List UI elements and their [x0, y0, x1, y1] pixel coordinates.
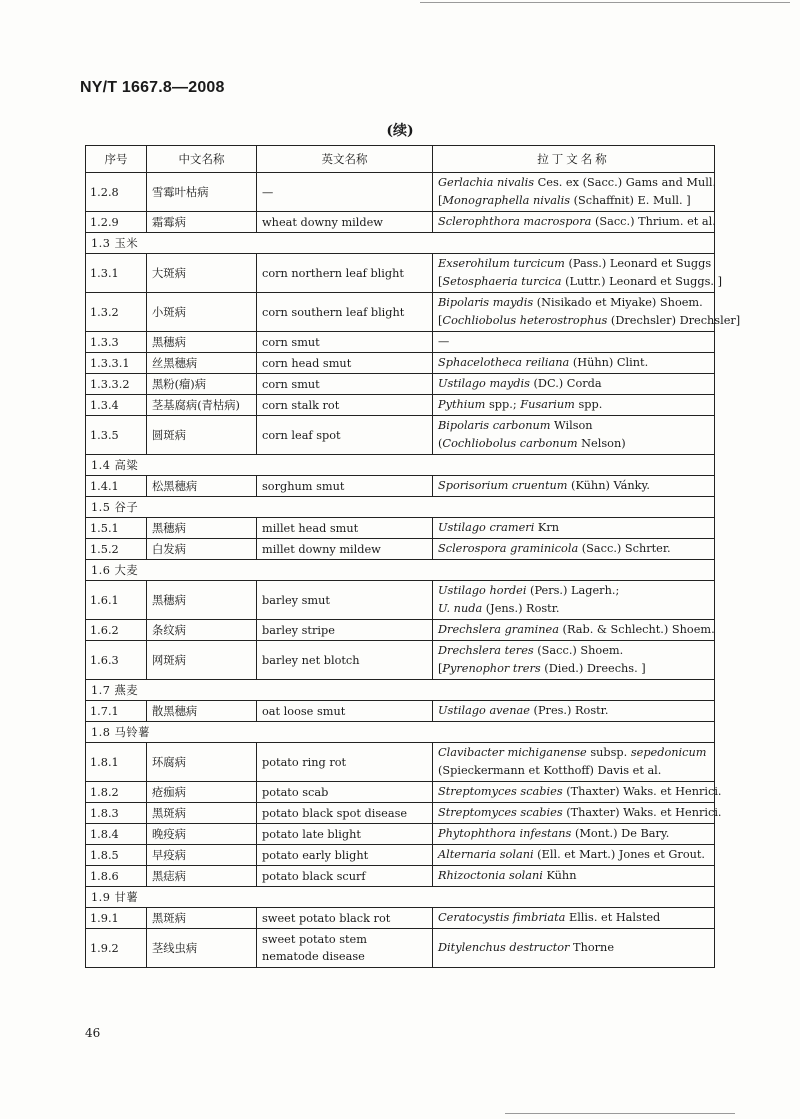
- chinese-name-cell: 晚疫病: [147, 824, 257, 845]
- authority-text: (Nisikado et Miyake) Shoem.: [533, 296, 703, 309]
- latin-name-line: [438, 621, 715, 639]
- scientific-name: Alternaria solani: [438, 848, 534, 861]
- table-row: [86, 824, 715, 845]
- scientific-name: Monographella nivalis: [442, 194, 571, 207]
- table-row: [86, 173, 715, 212]
- table-row: [86, 254, 715, 293]
- english-name-cell: corn northern leaf blight: [257, 254, 433, 293]
- authority-text: subsp.: [586, 746, 631, 759]
- latin-name-cell: [433, 395, 715, 416]
- latin-name-line: [438, 375, 709, 393]
- disease-table: [85, 145, 741, 968]
- serial-cell: 1.8.3: [86, 803, 147, 824]
- table-row: [86, 539, 715, 560]
- latin-name-cell: [433, 581, 715, 620]
- chinese-name-cell: 散黑穗病: [147, 701, 257, 722]
- scientific-name: Bipolaris carbonum: [438, 419, 551, 432]
- latin-name-cell: [433, 416, 715, 455]
- serial-cell: 1.3.4: [86, 395, 147, 416]
- authority-text: Nelson): [577, 437, 626, 450]
- authority-text: Wilson: [550, 419, 593, 432]
- scientific-name: Streptomyces scabies: [438, 785, 563, 798]
- english-name-cell: barley stripe: [257, 620, 433, 641]
- latin-name-line: [438, 825, 709, 843]
- authority-text: (Sacc.) Schrter.: [578, 542, 671, 555]
- latin-name-cell: [433, 866, 715, 887]
- scientific-name: Sclerophthora macrospora: [438, 215, 592, 228]
- table-row: [86, 782, 715, 803]
- section-label: 1.9 甘薯: [86, 887, 715, 908]
- serial-cell: 1.3.1: [86, 254, 147, 293]
- english-name-cell: potato late blight: [257, 824, 433, 845]
- section-label: 1.6 大麦: [86, 560, 715, 581]
- table-row: [86, 332, 715, 353]
- latin-name-line: [438, 762, 709, 780]
- authority-text: (Ell. et Mart.) Jones et Grout.: [533, 848, 706, 861]
- authority-text: (DC.) Corda: [529, 377, 602, 390]
- table-row: [86, 353, 715, 374]
- latin-name-cell: [433, 845, 715, 866]
- latin-name-line: [438, 519, 709, 537]
- table-body: [86, 173, 741, 968]
- table-row: [86, 701, 715, 722]
- scientific-name: Ditylenchus destructor: [438, 941, 570, 954]
- latin-name-cell: [433, 476, 715, 497]
- authority-text: spp.: [574, 398, 603, 411]
- serial-cell: 1.2.9: [86, 212, 147, 233]
- scientific-name: Bipolaris maydis: [438, 296, 534, 309]
- latin-name-cell: [433, 620, 715, 641]
- scan-artifact-bottom: [505, 1113, 735, 1114]
- english-name-cell: potato scab: [257, 782, 433, 803]
- authority-text: Krn: [534, 521, 560, 534]
- authority-text: (Schaffnit) E. Mull. ]: [570, 194, 691, 207]
- chinese-name-cell: 大斑病: [147, 254, 257, 293]
- latin-name-line: [438, 396, 709, 414]
- chinese-name-cell: 黑斑病: [147, 803, 257, 824]
- serial-cell: 1.3.2: [86, 293, 147, 332]
- authority-text: (Spieckermann et Kotthoff) Davis et al.: [438, 764, 662, 777]
- chinese-name-cell: 黑穗病: [147, 581, 257, 620]
- table-row: [86, 581, 715, 620]
- authority-text: (Thaxter) Waks. et Henrici.: [562, 785, 722, 798]
- scientific-name: Drechslera graminea: [438, 623, 559, 636]
- latin-name-line: [438, 846, 709, 864]
- serial-cell: 1.6.3: [86, 641, 147, 680]
- latin-name-line: [438, 174, 717, 192]
- english-name-cell: corn leaf spot: [257, 416, 433, 455]
- authority-text: [: [438, 314, 443, 327]
- latin-name-cell: [433, 782, 722, 803]
- latin-name-line: [438, 939, 709, 957]
- authority-text: Thorne: [569, 941, 615, 954]
- table-row: [86, 845, 715, 866]
- serial-cell: 1.8.2: [86, 782, 147, 803]
- serial-cell: 1.8.5: [86, 845, 147, 866]
- table-row: [86, 293, 715, 332]
- scientific-name: Ustilago crameri: [438, 521, 535, 534]
- authority-text: (Rab. & Schlecht.) Shoem.: [558, 623, 715, 636]
- latin-name-cell: [433, 332, 715, 353]
- section-row: [86, 680, 715, 701]
- header-latin-name: 拉丁文名称: [433, 146, 715, 173]
- latin-name-line: [438, 600, 709, 618]
- latin-name-cell: [433, 908, 715, 929]
- latin-name-cell: [433, 212, 715, 233]
- authority-text: (Hühn) Clint.: [569, 356, 649, 369]
- scientific-name: sepedonicum: [630, 746, 707, 759]
- chinese-name-cell: 黑穗病: [147, 518, 257, 539]
- table-row: [86, 641, 715, 680]
- latin-name-line: [438, 909, 709, 927]
- english-name-cell: sweet potato stem nematode disease: [257, 929, 433, 968]
- table-row: [86, 743, 715, 782]
- authority-text: (Luttr.) Leonard et Suggs. ]: [561, 275, 722, 288]
- latin-name-line: [438, 642, 709, 660]
- authority-text: (Sacc.) Shoem.: [533, 644, 624, 657]
- chinese-name-cell: 茎基腐病(青枯病): [147, 395, 257, 416]
- section-row: [86, 722, 715, 743]
- section-label: 1.3 玉米: [86, 233, 715, 254]
- latin-name-cell: [433, 293, 741, 332]
- table-row: [86, 929, 715, 968]
- scientific-name: U. nuda: [438, 602, 483, 615]
- serial-cell: 1.3.3.2: [86, 374, 147, 395]
- authority-text: (Sacc.) Thrium. et al.: [591, 215, 716, 228]
- table-row: [86, 212, 715, 233]
- scientific-name: Sclerospora graminicola: [438, 542, 579, 555]
- serial-cell: 1.9.2: [86, 929, 147, 968]
- section-row: [86, 560, 715, 581]
- english-name-cell: millet head smut: [257, 518, 433, 539]
- serial-cell: 1.5.2: [86, 539, 147, 560]
- english-name-cell: —: [257, 173, 433, 212]
- header-serial: 序号: [86, 146, 147, 173]
- english-name-cell: corn stalk rot: [257, 395, 433, 416]
- serial-cell: 1.8.4: [86, 824, 147, 845]
- chinese-name-cell: 松黑穗病: [147, 476, 257, 497]
- table-row: [86, 374, 715, 395]
- latin-name-line: [438, 417, 709, 435]
- authority-text: Ellis. et Halsted: [565, 911, 661, 924]
- scientific-name: Fusarium: [520, 398, 575, 411]
- section-label: 1.7 燕麦: [86, 680, 715, 701]
- section-row: [86, 887, 715, 908]
- header-chinese-name: 中文名称: [147, 146, 257, 173]
- english-name-cell: oat loose smut: [257, 701, 433, 722]
- scientific-name: Ceratocystis fimbriata: [438, 911, 566, 924]
- chinese-name-cell: 雪霉叶枯病: [147, 173, 257, 212]
- scientific-name: Cochliobolus carbonum: [442, 437, 578, 450]
- latin-name-cell: [433, 701, 715, 722]
- authority-text: (Mont.) De Bary.: [571, 827, 670, 840]
- latin-name-line: [438, 660, 709, 678]
- latin-name-line: [438, 354, 709, 372]
- scientific-name: Phytophthora infestans: [438, 827, 572, 840]
- chinese-name-cell: 网斑病: [147, 641, 257, 680]
- authority-text: (Pres.) Rostr.: [529, 704, 609, 717]
- latin-name-line: [438, 804, 722, 822]
- english-name-cell: sweet potato black rot: [257, 908, 433, 929]
- chinese-name-cell: 霜霉病: [147, 212, 257, 233]
- table-continued-label: (续): [386, 123, 414, 139]
- section-row: [86, 455, 715, 476]
- english-name-cell: potato ring rot: [257, 743, 433, 782]
- latin-name-cell: [433, 518, 715, 539]
- latin-name-line: [438, 435, 709, 453]
- serial-cell: 1.2.8: [86, 173, 147, 212]
- serial-cell: 1.5.1: [86, 518, 147, 539]
- scan-artifact-top: [420, 2, 790, 3]
- table-row: [86, 476, 715, 497]
- english-name-cell: millet downy mildew: [257, 539, 433, 560]
- latin-name-line: [438, 192, 709, 210]
- page-number: 46: [85, 1026, 101, 1040]
- latin-name-cell: [433, 743, 715, 782]
- english-name-cell: barley net blotch: [257, 641, 433, 680]
- scientific-name: Exserohilum turcicum: [438, 257, 565, 270]
- scientific-name: Pyrenophor trers: [442, 662, 541, 675]
- latin-name-line: [438, 867, 709, 885]
- latin-name-line: [438, 294, 709, 312]
- scientific-name: Streptomyces scabies: [438, 806, 563, 819]
- english-name-cell: potato black spot disease: [257, 803, 433, 824]
- latin-name-cell: [433, 374, 715, 395]
- serial-cell: 1.9.1: [86, 908, 147, 929]
- english-name-cell: corn southern leaf blight: [257, 293, 433, 332]
- chinese-name-cell: 黑穗病: [147, 332, 257, 353]
- english-name-cell: corn head smut: [257, 353, 433, 374]
- serial-cell: 1.8.6: [86, 866, 147, 887]
- scientific-name: Cochliobolus heterostrophus: [442, 314, 608, 327]
- latin-name-cell: [433, 173, 715, 212]
- table-row: [86, 866, 715, 887]
- section-row: [86, 497, 715, 518]
- serial-cell: 1.3.3: [86, 332, 147, 353]
- serial-cell: 1.7.1: [86, 701, 147, 722]
- serial-cell: 1.6.1: [86, 581, 147, 620]
- authority-text: [: [438, 275, 443, 288]
- section-label: 1.4 高粱: [86, 455, 715, 476]
- chinese-name-cell: 疮痂病: [147, 782, 257, 803]
- latin-name-cell: [433, 254, 722, 293]
- table-row: [86, 395, 715, 416]
- chinese-name-cell: 小斑病: [147, 293, 257, 332]
- table-header-row: [86, 146, 715, 173]
- authority-text: (Kühn) Vánky.: [567, 479, 650, 492]
- chinese-name-cell: 黑粉(瘤)病: [147, 374, 257, 395]
- authority-text: spp.;: [485, 398, 521, 411]
- scientific-name: Ustilago maydis: [438, 377, 530, 390]
- english-name-cell: barley smut: [257, 581, 433, 620]
- scientific-name: Sphacelotheca reiliana: [438, 356, 570, 369]
- latin-name-cell: [433, 929, 715, 968]
- table-row: [86, 908, 715, 929]
- chinese-name-cell: 丝黑穗病: [147, 353, 257, 374]
- scientific-name: Gerlachia nivalis: [438, 176, 535, 189]
- serial-cell: 1.6.2: [86, 620, 147, 641]
- chinese-name-cell: 条纹病: [147, 620, 257, 641]
- authority-text: Ces. ex (Sacc.) Gams and Mull.: [534, 176, 717, 189]
- section-label: 1.5 谷子: [86, 497, 715, 518]
- serial-cell: 1.4.1: [86, 476, 147, 497]
- latin-name-line: [438, 333, 709, 351]
- table-row: [86, 416, 715, 455]
- authority-text: —: [438, 335, 450, 348]
- latin-name-cell: [433, 641, 715, 680]
- scientific-name: Sporisorium cruentum: [438, 479, 568, 492]
- authority-text: (: [438, 437, 443, 450]
- scientific-name: Ustilago avenae: [438, 704, 530, 717]
- latin-name-line: [438, 744, 709, 762]
- authority-text: (Jens.) Rostr.: [482, 602, 560, 615]
- scientific-name: Ustilago hordei: [438, 584, 527, 597]
- latin-name-cell: [433, 353, 715, 374]
- authority-text: (Died.) Dreechs. ]: [540, 662, 646, 675]
- chinese-name-cell: 圆斑病: [147, 416, 257, 455]
- scientific-name: Clavibacter michiganense: [438, 746, 587, 759]
- header-english-name: 英文名称: [257, 146, 433, 173]
- scientific-name: Setosphaeria turcica: [442, 275, 562, 288]
- chinese-name-cell: 白发病: [147, 539, 257, 560]
- table-row: [86, 518, 715, 539]
- english-name-cell: corn smut: [257, 374, 433, 395]
- standard-code: NY/T 1667.8—2008: [80, 79, 225, 96]
- serial-cell: 1.3.3.1: [86, 353, 147, 374]
- authority-text: [: [438, 662, 443, 675]
- chinese-name-cell: 黑斑病: [147, 908, 257, 929]
- section-row: [86, 233, 715, 254]
- table-row: [86, 620, 715, 641]
- authority-text: (Drechsler) Drechsler]: [607, 314, 741, 327]
- serial-cell: 1.8.1: [86, 743, 147, 782]
- latin-name-line: [438, 540, 709, 558]
- latin-name-line: [438, 255, 712, 273]
- latin-name-line: [438, 582, 709, 600]
- authority-text: (Thaxter) Waks. et Henrici.: [562, 806, 722, 819]
- english-name-cell: potato black scurf: [257, 866, 433, 887]
- english-name-cell: corn smut: [257, 332, 433, 353]
- latin-name-cell: [433, 539, 715, 560]
- authority-text: [: [438, 194, 443, 207]
- latin-name-line: [438, 702, 709, 720]
- latin-name-line: [438, 273, 722, 291]
- serial-cell: 1.3.5: [86, 416, 147, 455]
- chinese-name-cell: 环腐病: [147, 743, 257, 782]
- latin-name-line: [438, 312, 741, 330]
- section-label: 1.8 马铃薯: [86, 722, 715, 743]
- scientific-name: Drechslera teres: [438, 644, 534, 657]
- scientific-name: Pythium: [438, 398, 486, 411]
- scientific-name: Rhizoctonia solani: [438, 869, 543, 882]
- english-name-cell: wheat downy mildew: [257, 212, 433, 233]
- table-row: [86, 803, 715, 824]
- latin-name-line: [438, 477, 709, 495]
- authority-text: (Pers.) Lagerh.;: [526, 584, 620, 597]
- latin-name-line: [438, 213, 716, 231]
- authority-text: Kühn: [542, 869, 577, 882]
- chinese-name-cell: 茎线虫病: [147, 929, 257, 968]
- english-name-cell: potato early blight: [257, 845, 433, 866]
- latin-name-cell: [433, 824, 715, 845]
- authority-text: (Pass.) Leonard et Suggs: [564, 257, 712, 270]
- latin-name-line: [438, 783, 722, 801]
- chinese-name-cell: 早疫病: [147, 845, 257, 866]
- latin-name-cell: [433, 803, 722, 824]
- chinese-name-cell: 黑痣病: [147, 866, 257, 887]
- english-name-cell: sorghum smut: [257, 476, 433, 497]
